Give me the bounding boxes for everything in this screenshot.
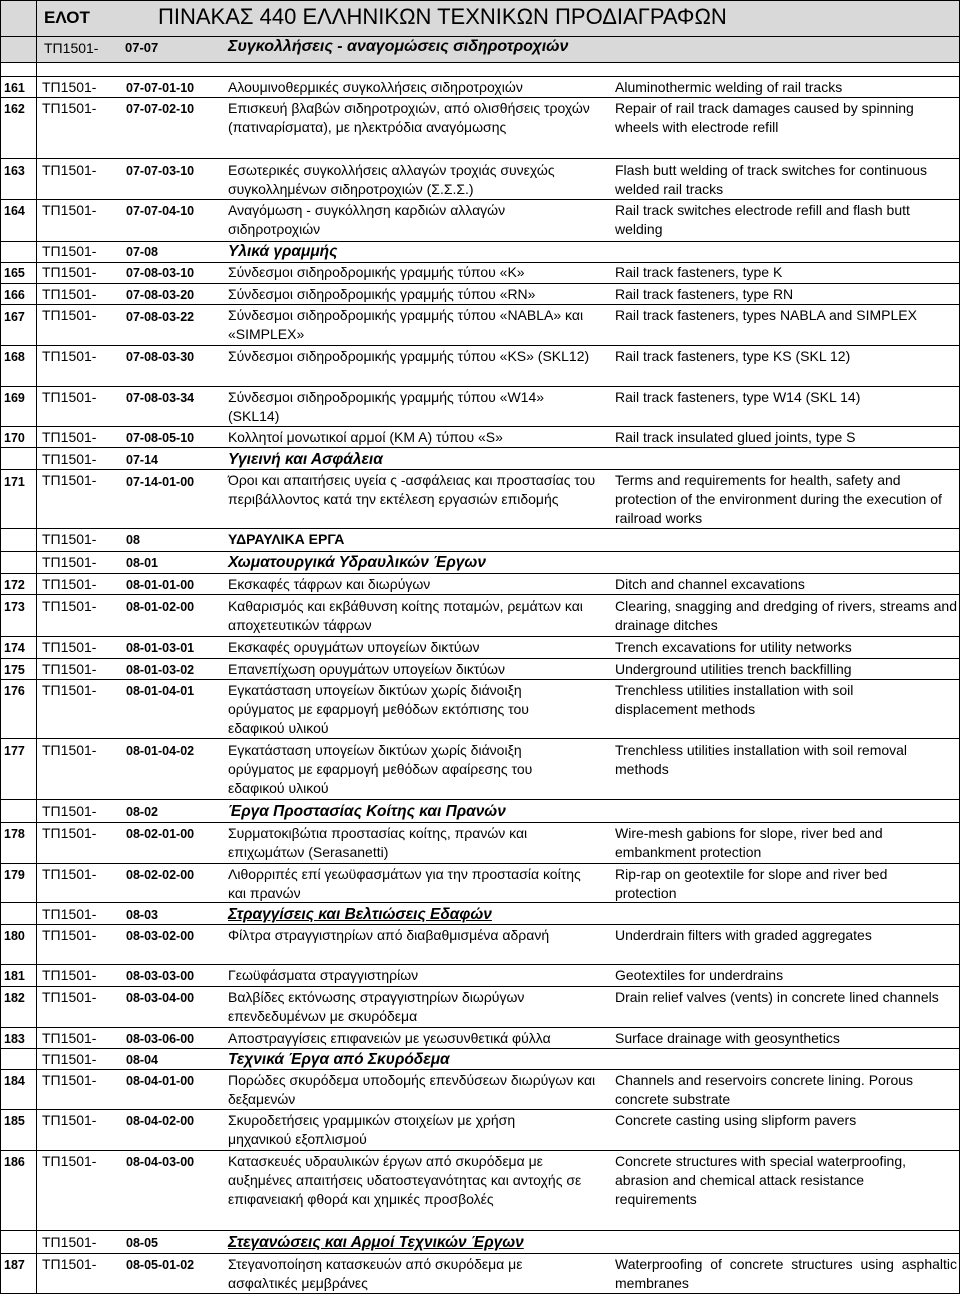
- row-code: 08-01: [126, 556, 158, 570]
- subheader-code: 07-07: [125, 40, 159, 55]
- row-greek-title: Όροι και απαιτήσεις υγεία ς -ασφάλειας και προστασίας του περιβάλλοντος κατά την εκτέλεση εργασιών επιδομής: [228, 472, 596, 507]
- row-code: 07-14: [126, 453, 158, 467]
- row-prefix: ΤΠ1501-: [42, 531, 97, 547]
- row-english-title: Underground utilities trench backfilling: [615, 661, 852, 677]
- grid-line: [0, 822, 960, 823]
- row-code: 08-01-02-00: [126, 600, 195, 614]
- grid-line: [0, 573, 960, 574]
- grid-line: [0, 426, 960, 427]
- row-prefix: ΤΠ1501-: [42, 866, 97, 882]
- grid-line: [0, 658, 960, 659]
- row-code: 07-07-04-10: [126, 204, 195, 218]
- row-code: 08-05: [126, 1236, 158, 1250]
- row-prefix: ΤΠ1501-: [42, 389, 97, 405]
- row-prefix: ΤΠ1501-: [42, 825, 97, 841]
- grid-line: [0, 863, 960, 864]
- row-code: 08-01-04-02: [126, 744, 195, 758]
- row-number: 164: [4, 204, 25, 218]
- row-number: 178: [4, 827, 25, 841]
- row-code: 08-02: [126, 805, 158, 819]
- row-number: 176: [4, 684, 25, 698]
- row-prefix: ΤΠ1501-: [42, 1153, 97, 1169]
- row-code: 07-08-03-34: [126, 391, 195, 405]
- row-prefix: ΤΠ1501-: [42, 79, 97, 95]
- row-number: 175: [4, 663, 25, 677]
- row-prefix: ΤΠ1501-: [42, 682, 97, 698]
- row-number: 169: [4, 391, 25, 405]
- row-prefix: ΤΠ1501-: [42, 1051, 97, 1067]
- row-greek-title: Σύνδεσμοι σιδηροδρομικής γραμμής τύπου «K»: [228, 264, 525, 280]
- row-english-title: Trenchless utilities installation with soil removal methods: [615, 742, 908, 777]
- section-title: Υγιεινή και Ασφάλεια: [228, 451, 383, 468]
- grid-line: [0, 36, 960, 37]
- header-label: ΕΛΟΤ: [44, 8, 90, 27]
- row-prefix: ΤΠ1501-: [42, 598, 97, 614]
- row-greek-title: Εγκατάσταση υπογείων δικτύων χωρίς διάνοιξη ορύγματος με εφαρμογή μεθόδων εκτόπισης του εδαφικού υλικού: [228, 682, 529, 736]
- row-english-title: Concrete structures with special waterproofing, abrasion and chemical attack resistance requirements: [615, 1153, 907, 1207]
- row-code: 08-03: [126, 908, 158, 922]
- row-greek-title: Επισκευή βλαβών σιδηροτροχιών, από ολισθήσεις τροχών (πατιναρίσματα), με ηλεκτρόδια αναγόμωσης: [228, 100, 590, 135]
- grid-line: [0, 1230, 960, 1231]
- row-code: 07-08: [126, 245, 158, 259]
- grid-line: [0, 386, 960, 387]
- grid-line: [0, 1253, 960, 1254]
- row-english-title: Rip-rap on geotextile for slope and river bed protection: [615, 866, 888, 901]
- row-number: 177: [4, 744, 25, 758]
- row-number: 165: [4, 266, 25, 280]
- row-code: 08-03-06-00: [126, 1032, 195, 1046]
- row-code: 08: [126, 533, 140, 547]
- row-greek-title: Αποστραγγίσεις επιφανειών με γεωσυνθετικά φύλλα: [228, 1030, 551, 1046]
- row-english-title: Rail track insulated glued joints, type S: [615, 429, 856, 445]
- row-code: 08-01-03-01: [126, 641, 195, 655]
- row-prefix: ΤΠ1501-: [42, 967, 97, 983]
- row-greek-title: Επανεπίχωση ορυγμάτων υπογείων δικτύων: [228, 661, 505, 677]
- row-greek-title: Βαλβίδες εκτόνωσης στραγγιστηρίων διωρύγων επενδεδυμένων με σκυρόδεμα: [228, 989, 525, 1024]
- row-prefix: ΤΠ1501-: [42, 742, 97, 758]
- section-title: Στεγανώσεις και Αρμοί Τεχνικών Έργων: [228, 1234, 524, 1251]
- row-prefix: ΤΠ1501-: [42, 243, 97, 259]
- row-number: 162: [4, 102, 25, 116]
- row-greek-title: Λιθορριπές επί γεωϋφασμάτων για την προστασία κοίτης και πρανών: [228, 866, 581, 901]
- row-code: 08-01-04-01: [126, 684, 195, 698]
- grid-line: [0, 158, 960, 159]
- row-code: 07-14-01-00: [126, 475, 195, 489]
- row-number: 174: [4, 641, 25, 655]
- row-number: 166: [4, 288, 25, 302]
- row-code: 08-04-03-00: [126, 1155, 195, 1169]
- row-prefix: ΤΠ1501-: [42, 451, 97, 467]
- row-number: 183: [4, 1032, 25, 1046]
- row-greek-title: Σύνδεσμοι σιδηροδρομικής γραμμής τύπου «NABLA» και «SIMPLEX»: [228, 307, 584, 342]
- row-prefix: ΤΠ1501-: [42, 100, 97, 116]
- header-row: [0, 0, 960, 36]
- row-number: 171: [4, 475, 25, 489]
- row-number: 180: [4, 929, 25, 943]
- row-greek-title: Καθαρισμός και εκβάθυνση κοίτης ποταμών, ρεμάτων και αποχετευτικών τάφρων: [228, 598, 583, 633]
- row-english-title: Rail track fasteners, types NABLA and SIMPLEX: [615, 307, 917, 323]
- row-number: 186: [4, 1155, 25, 1169]
- row-greek-title: Σκυροδετήσεις γραμμικών στοιχείων με χρήση μηχανικού εξοπλισμού: [228, 1112, 516, 1147]
- row-prefix: ΤΠ1501-: [42, 661, 97, 677]
- row-prefix: ΤΠ1501-: [42, 554, 97, 570]
- row-english-title: Clearing, snagging and dredging of rivers, streams and drainage ditches: [615, 598, 957, 633]
- row-prefix: ΤΠ1501-: [42, 989, 97, 1005]
- grid-line: [0, 345, 960, 346]
- row-english-title: Trenchless utilities installation with soil displacement methods: [615, 682, 854, 717]
- row-number: 184: [4, 1074, 25, 1088]
- grid-line: [36, 0, 37, 1294]
- row-prefix: ΤΠ1501-: [42, 286, 97, 302]
- row-prefix: ΤΠ1501-: [42, 1256, 97, 1272]
- grid-line: [0, 0, 960, 1]
- row-number: 168: [4, 350, 25, 364]
- row-number: 185: [4, 1114, 25, 1128]
- row-greek-title: Αλουμινοθερμικές συγκολλήσεις σιδηροτροχιών: [228, 79, 523, 95]
- grid-line: [0, 1027, 960, 1028]
- row-number: 170: [4, 431, 25, 445]
- row-number: 173: [4, 600, 25, 614]
- row-prefix: ΤΠ1501-: [42, 576, 97, 592]
- row-code: 07-08-03-10: [126, 266, 195, 280]
- row-number: 172: [4, 578, 25, 592]
- row-english-title: Rail track fasteners, type KS (SKL 12): [615, 348, 851, 364]
- row-prefix: ΤΠ1501-: [42, 202, 97, 218]
- row-prefix: ΤΠ1501-: [42, 1234, 97, 1250]
- row-english-title: Repair of rail track damages caused by spinning wheels with electrode refill: [615, 100, 914, 135]
- row-english-title: Flash butt welding of track switches for continuous welded rail tracks: [615, 162, 928, 197]
- row-code: 07-08-03-20: [126, 288, 195, 302]
- row-number: 179: [4, 868, 25, 882]
- row-english-title: Aluminothermic welding of rail tracks: [615, 79, 843, 95]
- row-prefix: ΤΠ1501-: [42, 1072, 97, 1088]
- row-code: 07-08-03-22: [126, 310, 195, 324]
- row-prefix: ΤΠ1501-: [42, 472, 97, 488]
- grid-line: [0, 986, 960, 987]
- row-english-title: Concrete casting using slipform pavers: [615, 1112, 857, 1128]
- row-prefix: ΤΠ1501-: [42, 264, 97, 280]
- row-code: 08-04-01-00: [126, 1074, 195, 1088]
- grid-line: [0, 283, 960, 284]
- subheader-row: [0, 36, 960, 62]
- page-title: ΠΙΝΑΚΑΣ 440 ΕΛΛΗΝΙΚΩΝ ΤΕΧΝΙΚΩΝ ΠΡΟΔΙΑΓΡΑΦΩΝ: [158, 4, 727, 29]
- row-prefix: ΤΠ1501-: [42, 429, 97, 445]
- row-greek-title: Εγκατάσταση υπογείων δικτύων χωρίς διάνοιξη ορύγματος με εφαρμογή μεθόδων αφαίρεσης του εδαφικού υλικού: [228, 742, 533, 796]
- grid-line: [0, 62, 960, 63]
- row-english-title: Rail track switches electrode refill and flash butt welding: [615, 202, 910, 237]
- row-prefix: ΤΠ1501-: [42, 803, 97, 819]
- row-code: 08-01-01-00: [126, 578, 195, 592]
- section-title: Τεχνικά Έργα από Σκυρόδεμα: [228, 1051, 450, 1068]
- row-greek-title: Φίλτρα στραγγιστηρίων από διαβαθμισμένα αδρανή: [228, 927, 550, 943]
- row-prefix: ΤΠ1501-: [42, 348, 97, 364]
- row-english-title: Terms and requirements for health, safety and protection of the environment during the execution of railroad works: [615, 472, 942, 526]
- grid-line: [0, 799, 960, 800]
- row-english-title: Trench excavations for utility networks: [615, 639, 852, 655]
- row-english-title: Waterproofing of concrete structures using asphaltic membranes: [615, 1256, 957, 1291]
- row-code: 08-02-02-00: [126, 868, 195, 882]
- row-greek-title: Εκσκαφές ορυγμάτων υπογείων δικτύων: [228, 639, 480, 655]
- row-code: 07-08-03-30: [126, 350, 195, 364]
- section-title: ΥΔΡΑΥΛΙΚΑ ΕΡΓΑ: [228, 531, 345, 547]
- row-prefix: ΤΠ1501-: [42, 307, 97, 323]
- row-english-title: Ditch and channel excavations: [615, 576, 805, 592]
- grid-line: [0, 1150, 960, 1151]
- row-code: 08-04: [126, 1053, 158, 1067]
- row-english-title: Rail track fasteners, type K: [615, 264, 783, 280]
- row-code: 08-03-04-00: [126, 991, 195, 1005]
- row-code: 07-08-05-10: [126, 431, 195, 445]
- row-greek-title: Αναγόμωση - συγκόλληση καρδιών αλλαγών σιδηροτροχιών: [228, 202, 506, 237]
- row-prefix: ΤΠ1501-: [42, 1112, 97, 1128]
- grid-line: [0, 551, 960, 552]
- row-english-title: Surface drainage with geosynthetics: [615, 1030, 840, 1046]
- row-greek-title: Στεγανοποίηση κατασκευών από σκυρόδεμα με ασφαλτικές μεμβράνες: [228, 1256, 523, 1291]
- row-code: 08-02-01-00: [126, 827, 195, 841]
- row-greek-title: Εσωτερικές συγκολλήσεις αλλαγών τροχιάς συνεχώς συγκολλημένων σιδηροτροχιών (Σ.Σ.Σ.): [228, 162, 555, 197]
- grid-line: [0, 964, 960, 965]
- row-code: 07-07-03-10: [126, 164, 195, 178]
- row-number: 167: [4, 310, 25, 324]
- grid-line: [0, 1109, 960, 1110]
- row-greek-title: Συρματοκιβώτια προστασίας κοίτης, πρανών και επιχωμάτων (Serasanetti): [228, 825, 528, 860]
- section-title: Στραγγίσεις και Βελτιώσεις Εδαφών: [228, 906, 492, 923]
- row-english-title: Rail track fasteners, type RN: [615, 286, 794, 302]
- grid-line: [0, 528, 960, 529]
- grid-line: [0, 76, 960, 77]
- row-code: 08-01-03-02: [126, 663, 195, 677]
- row-code: 08-05-01-02: [126, 1258, 195, 1272]
- row-greek-title: Γεωϋφάσματα στραγγιστηρίων: [228, 967, 419, 983]
- grid-line: [0, 199, 960, 200]
- row-code: 08-03-02-00: [126, 929, 195, 943]
- section-title: Έργα Προστασίας Κοίτης και Πρανών: [228, 803, 506, 820]
- row-english-title: Wire-mesh gabions for slope, river bed and embankment protection: [615, 825, 883, 860]
- row-english-title: Geotextiles for underdrains: [615, 967, 784, 983]
- grid-line: [0, 0, 1, 1294]
- row-number: 161: [4, 81, 25, 95]
- row-number: 163: [4, 164, 25, 178]
- row-prefix: ΤΠ1501-: [42, 927, 97, 943]
- row-code: 07-07-01-10: [126, 81, 195, 95]
- row-english-title: Underdrain filters with graded aggregates: [615, 927, 872, 943]
- row-greek-title: Σύνδεσμοι σιδηροδρομικής γραμμής τύπου «RN»: [228, 286, 536, 302]
- row-number: 182: [4, 991, 25, 1005]
- subheader-prefix: ΤΠ1501-: [44, 40, 99, 56]
- grid-line: [0, 636, 960, 637]
- row-greek-title: Κατασκευές υδραυλικών έργων από σκυρόδεμα με αυξημένες απαιτήσεις υδατοστεγανότητας και αντοχής σε επιφανειακή φθορά και χημικές προσβολές: [228, 1153, 582, 1207]
- row-greek-title: Εκσκαφές τάφρων και διωρύγων: [228, 576, 431, 592]
- section-title: Χωματουργικά Υδραυλικών Έργων: [228, 554, 486, 571]
- row-english-title: Channels and reservoirs concrete lining. Porous concrete substrate: [615, 1072, 914, 1107]
- subheader-title: Συγκολλήσεις - αναγομώσεις σιδηροτροχιών: [228, 38, 569, 55]
- row-code: 08-03-03-00: [126, 969, 195, 983]
- row-code: 08-04-02-00: [126, 1114, 195, 1128]
- row-english-title: Rail track fasteners, type W14 (SKL 14): [615, 389, 861, 405]
- section-title: Υλικά γραμμής: [228, 243, 338, 260]
- row-code: 07-07-02-10: [126, 102, 195, 116]
- grid-line: [0, 738, 960, 739]
- row-english-title: Drain relief valves (vents) in concrete lined channels: [615, 989, 939, 1005]
- row-prefix: ΤΠ1501-: [42, 162, 97, 178]
- row-prefix: ΤΠ1501-: [42, 1030, 97, 1046]
- row-greek-title: Πορώδες σκυρόδεμα υποδομής επενδύσεων διωρύγων και δεξαμενών: [228, 1072, 596, 1107]
- row-number: 187: [4, 1258, 25, 1272]
- row-greek-title: Σύνδεσμοι σιδηροδρομικής γραμμής τύπου «KS» (SKL12): [228, 348, 590, 364]
- row-greek-title: Σύνδεσμοι σιδηροδρομικής γραμμής τύπου «W14» (SKL14): [228, 389, 545, 424]
- row-number: 181: [4, 969, 25, 983]
- row-prefix: ΤΠ1501-: [42, 906, 97, 922]
- row-prefix: ΤΠ1501-: [42, 639, 97, 655]
- row-greek-title: Κολλητοί μονωτικοί αρμοί (ΚΜ Α) τύπου «S»: [228, 429, 503, 445]
